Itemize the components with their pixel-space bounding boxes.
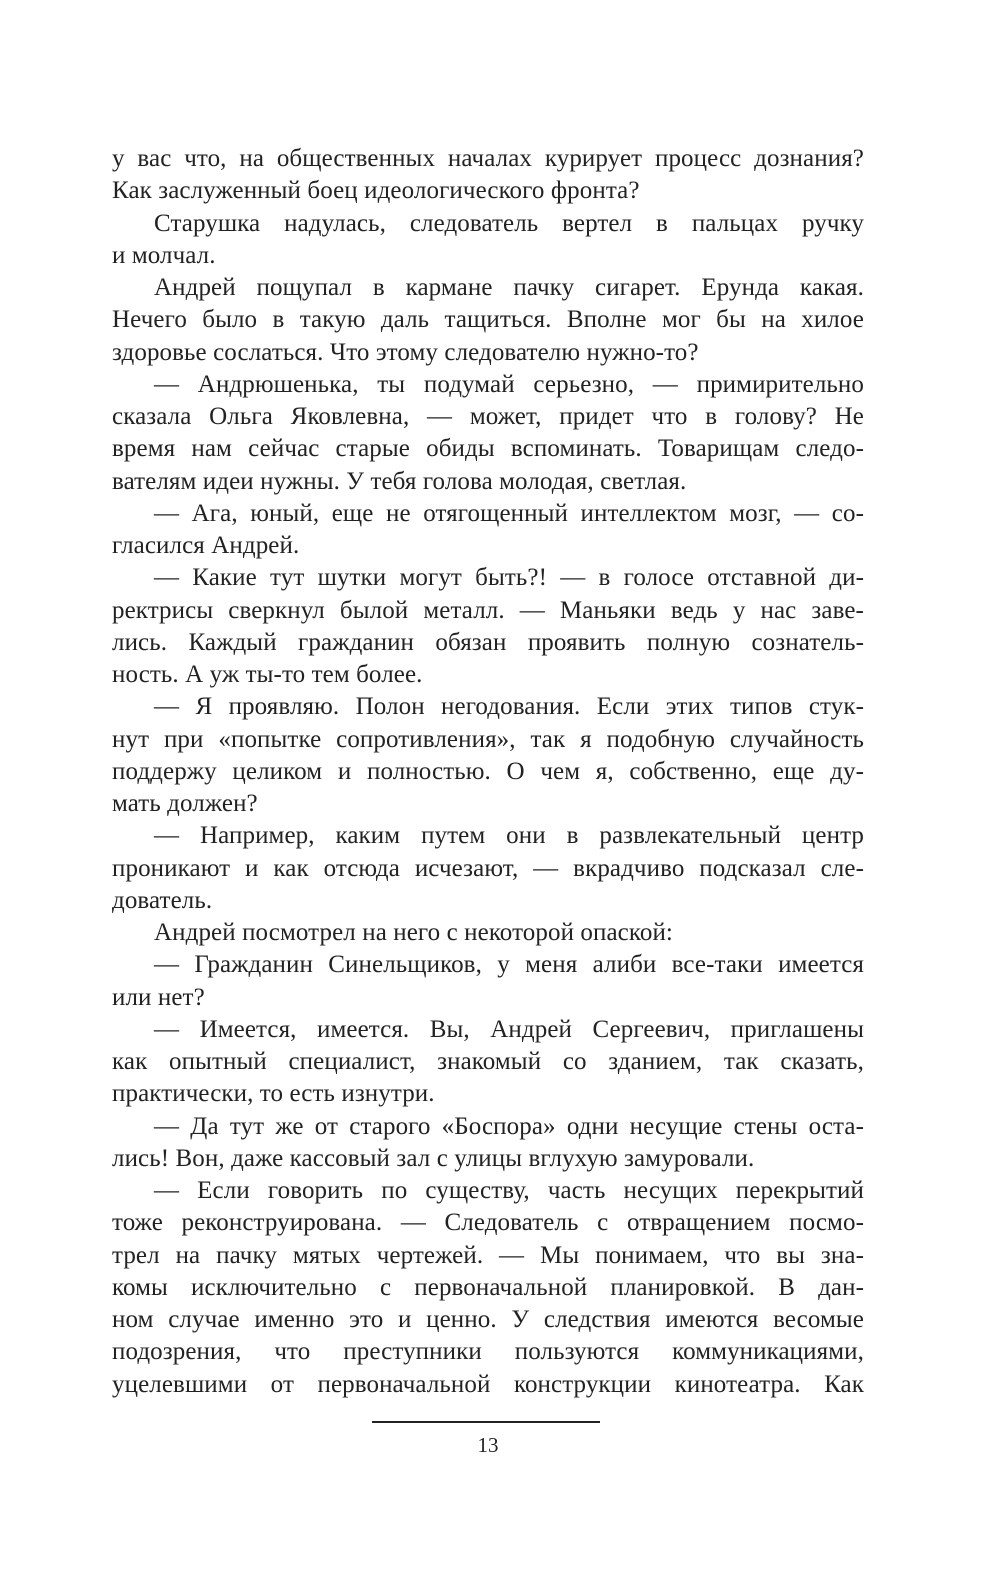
text-line: ректрисы сверкнул былой металл. — Маньяки ведь у нас заве-: [112, 596, 864, 624]
text-line: у вас что, на общественных началах курирует процесс дознания?: [112, 145, 864, 172]
text-line: и молчал.: [112, 241, 216, 269]
text-line: сказала Ольга Яковлевна, — может, придет что в голову? Не: [112, 403, 864, 430]
text-line: — Ага, юный, еще не отягощенный интеллектом мозг, — со-: [154, 499, 864, 527]
text-line: Нечего было в такую даль тащиться. Вполне мог бы на хилое: [112, 306, 864, 334]
text-line: — Гражданин Синельщиков, у меня алиби все-таки имеется: [154, 951, 864, 979]
text-line: Как заслуженный боец идеологического фронта?: [112, 177, 640, 205]
text-line: подозрения, что преступники пользуются коммуникациями,: [112, 1338, 864, 1366]
text-line: Андрей посмотрел на него с некоторой опаской:: [154, 919, 673, 946]
text-line: тоже реконструирована. — Следователь с отвращением посмо-: [112, 1209, 864, 1237]
text-line: лись! Вон, даже кассовый зал с улицы вглухую замуровали.: [112, 1144, 755, 1172]
text-line: — Имеется, имеется. Вы, Андрей Сергеевич, приглашены: [154, 1015, 864, 1043]
text-line: вателям идеи нужны. У тебя голова молодая, светлая.: [112, 467, 687, 495]
text-line: — Например, каким путем они в развлекательный центр: [154, 822, 864, 850]
text-line: уцелевшими от первоначальной конструкции кинотеатра. Как: [112, 1370, 864, 1398]
text-line: трел на пачку мятых чертежей. — Мы понимаем, что вы зна-: [112, 1241, 864, 1269]
text-line: — Если говорить по существу, часть несущих перекрытий: [154, 1177, 864, 1204]
text-line: — Да тут же от старого «Боспора» одни несущие стены оста-: [154, 1112, 864, 1140]
text-line: комы исключительно с первоначальной планировкой. В дан-: [112, 1273, 864, 1301]
text-line: практически, то есть изнутри.: [112, 1080, 435, 1108]
text-line: Старушка надулась, следователь вертел в пальцах ручку: [154, 209, 864, 237]
text-line: здоровье сослаться. Что этому следователю нужно-то?: [112, 338, 699, 366]
page-number: 13: [477, 1433, 499, 1457]
text-line: нут при «попытке сопротивления», так я подобную случайность: [112, 725, 864, 753]
text-line: ность. А уж ты-то тем более.: [112, 661, 423, 688]
text-line: дователь.: [112, 886, 213, 914]
footer-rule: [372, 1421, 600, 1423]
text-line: или нет?: [112, 983, 205, 1011]
text-line: — Какие тут шутки могут быть?! — в голосе отставной ди-: [154, 564, 864, 592]
text-line: время нам сейчас старые обиды вспоминать. Товарищам следо-: [112, 435, 864, 463]
text-line: проникают и как отсюда исчезают, — вкрадчиво подсказал сле-: [112, 854, 864, 882]
text-line: — Андрюшенька, ты подумай серьезно, — примирительно: [154, 370, 864, 398]
text-line: — Я проявляю. Полон негодования. Если этих типов стук-: [154, 693, 864, 721]
text-line: мать должен?: [112, 790, 258, 817]
text-line: лись. Каждый гражданин обязан проявить полную сознатель-: [112, 628, 864, 656]
text-line: ном случае именно это и ценно. У следствия имеются весомые: [112, 1306, 864, 1333]
text-line: как опытный специалист, знакомый со зданием, так сказать,: [112, 1048, 864, 1075]
text-line: Андрей пощупал в кармане пачку сигарет. Ерунда какая.: [154, 274, 864, 301]
text-line: поддержу целиком и полностью. О чем я, собственно, еще ду-: [112, 757, 864, 785]
text-line: гласился Андрей.: [112, 532, 300, 559]
body-text: [112, 143, 864, 1401]
